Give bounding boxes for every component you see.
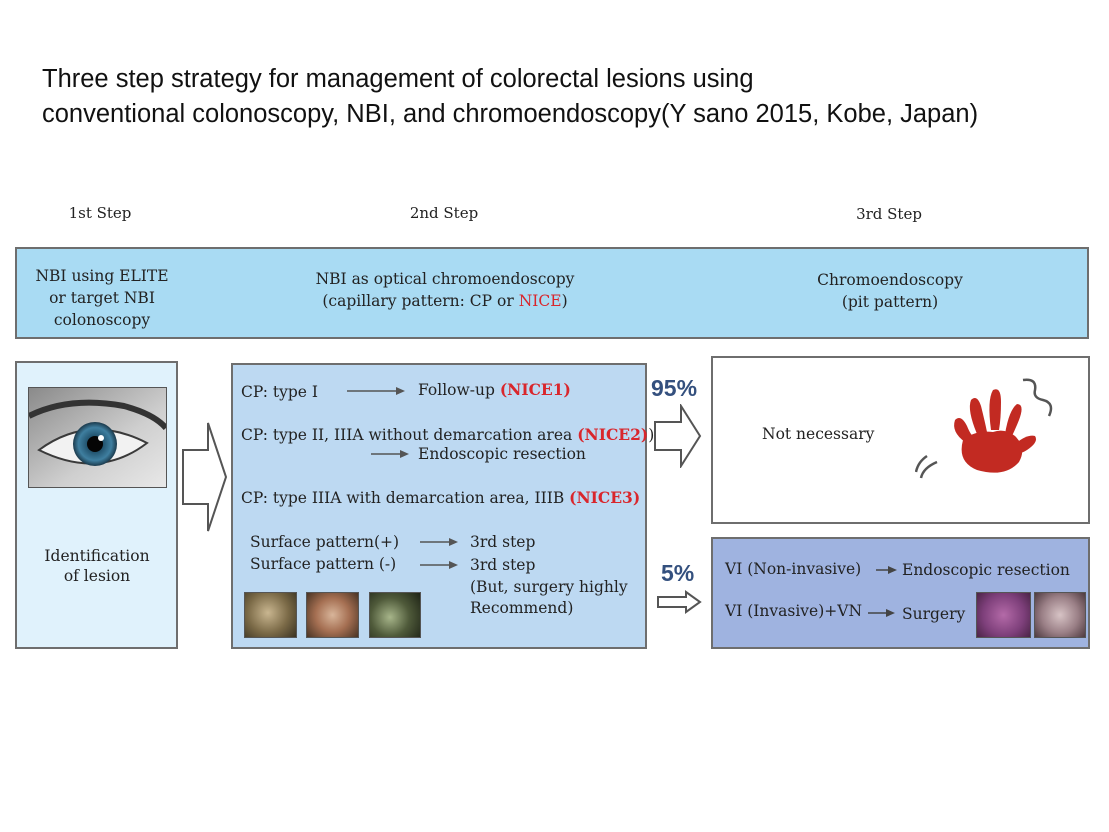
method-step2-nice: NICE bbox=[518, 292, 562, 310]
not-necessary-text: Not necessary bbox=[762, 425, 875, 443]
cp-type2: CP: type II, IIIA without demarcation area (NICE2)) bbox=[241, 425, 655, 444]
surface-pattern-plus: Surface pattern(+) bbox=[250, 533, 400, 551]
method-step3 bbox=[790, 269, 990, 313]
method-step2-cp: (capillary pattern: CP or bbox=[322, 292, 519, 310]
percent-5: 5% bbox=[661, 560, 695, 586]
arrow-sp-minus-icon bbox=[420, 560, 460, 570]
followup-text: Follow-up bbox=[418, 381, 495, 399]
histology-thumb-2 bbox=[1034, 592, 1086, 638]
arrow-vi-non-invasive-icon bbox=[876, 565, 898, 575]
surgery-note-line1: (But, surgery highly bbox=[470, 578, 628, 596]
arrow-cp1-icon bbox=[347, 386, 407, 396]
endoscopic-resection-2: Endoscopic resection bbox=[902, 561, 1070, 579]
method-step2 bbox=[260, 268, 630, 312]
method-step3-line2: (pit pattern) bbox=[841, 293, 939, 311]
title-line-2: conventional colonoscopy, NBI, and chromoendoscopy(Y sano 2015, Kobe, Japan) bbox=[42, 100, 979, 128]
endoscopy-thumb-2 bbox=[306, 592, 359, 638]
method-step2-line2 bbox=[260, 290, 630, 312]
identification-line1: Identification bbox=[44, 547, 150, 565]
method-step2-line1: NBI as optical chromoendoscopy bbox=[315, 270, 575, 288]
method-step1-line3: colonoscopy bbox=[53, 311, 151, 329]
eye-photo bbox=[28, 387, 167, 488]
histology-thumb-1 bbox=[976, 592, 1031, 638]
eye-icon bbox=[29, 388, 166, 487]
arrow-cp2-icon bbox=[371, 449, 411, 459]
title-line-1: Three step strategy for management of colorectal lesions using bbox=[42, 65, 754, 93]
cp-type3 bbox=[241, 488, 640, 508]
vi-invasive-vn: VI (Invasive)+VN bbox=[725, 602, 863, 620]
step-2-header: 2nd Step bbox=[409, 204, 479, 222]
method-step2-close: ) bbox=[561, 292, 568, 310]
step-1-header: 1st Step bbox=[68, 204, 132, 222]
red-handprint-icon bbox=[915, 370, 1065, 485]
hollow-arrow-5-icon bbox=[656, 590, 702, 614]
surface-pattern-minus: Surface pattern (-) bbox=[250, 555, 397, 573]
method-step1 bbox=[24, 265, 180, 331]
nice3-label: (NICE3) bbox=[569, 488, 641, 507]
method-step1-line2: or target NBI bbox=[49, 289, 155, 307]
endoscopy-thumb-1 bbox=[244, 592, 297, 638]
surgery-note-line2: Recommend) bbox=[470, 599, 574, 617]
cp-type1: CP: type I bbox=[241, 383, 319, 401]
method-step1-line1: NBI using ELITE bbox=[35, 267, 169, 285]
step-3-header: 3rd Step bbox=[856, 205, 922, 223]
hollow-arrow-95-icon bbox=[653, 404, 703, 468]
vi-non-invasive: VI (Non-invasive) bbox=[725, 560, 862, 578]
percent-95: 95% bbox=[651, 375, 698, 401]
hollow-arrow-1-icon bbox=[180, 420, 230, 535]
nice2-label: (NICE2) bbox=[577, 425, 649, 444]
sp-plus-result: 3rd step bbox=[470, 533, 536, 551]
cp1-result bbox=[418, 380, 571, 400]
arrow-sp-plus-icon bbox=[420, 537, 460, 547]
endoscopic-resection-1: Endoscopic resection bbox=[418, 445, 586, 463]
cp3-text: CP: type IIIA with demarcation area, IIIB bbox=[241, 489, 565, 507]
arrow-vi-invasive-icon bbox=[868, 608, 896, 618]
identification-line2: of lesion bbox=[63, 567, 131, 585]
identification-label bbox=[22, 546, 172, 586]
nice1-label: (NICE1) bbox=[499, 380, 571, 399]
surgery-text: Surgery bbox=[902, 605, 966, 623]
method-step3-line1: Chromoendoscopy bbox=[817, 271, 963, 289]
slide-title bbox=[42, 62, 1102, 132]
cp2-text: CP: type II, IIIA without demarcation area bbox=[241, 426, 573, 444]
endoscopy-thumb-3 bbox=[369, 592, 421, 638]
sp-minus-result: 3rd step bbox=[470, 556, 536, 574]
